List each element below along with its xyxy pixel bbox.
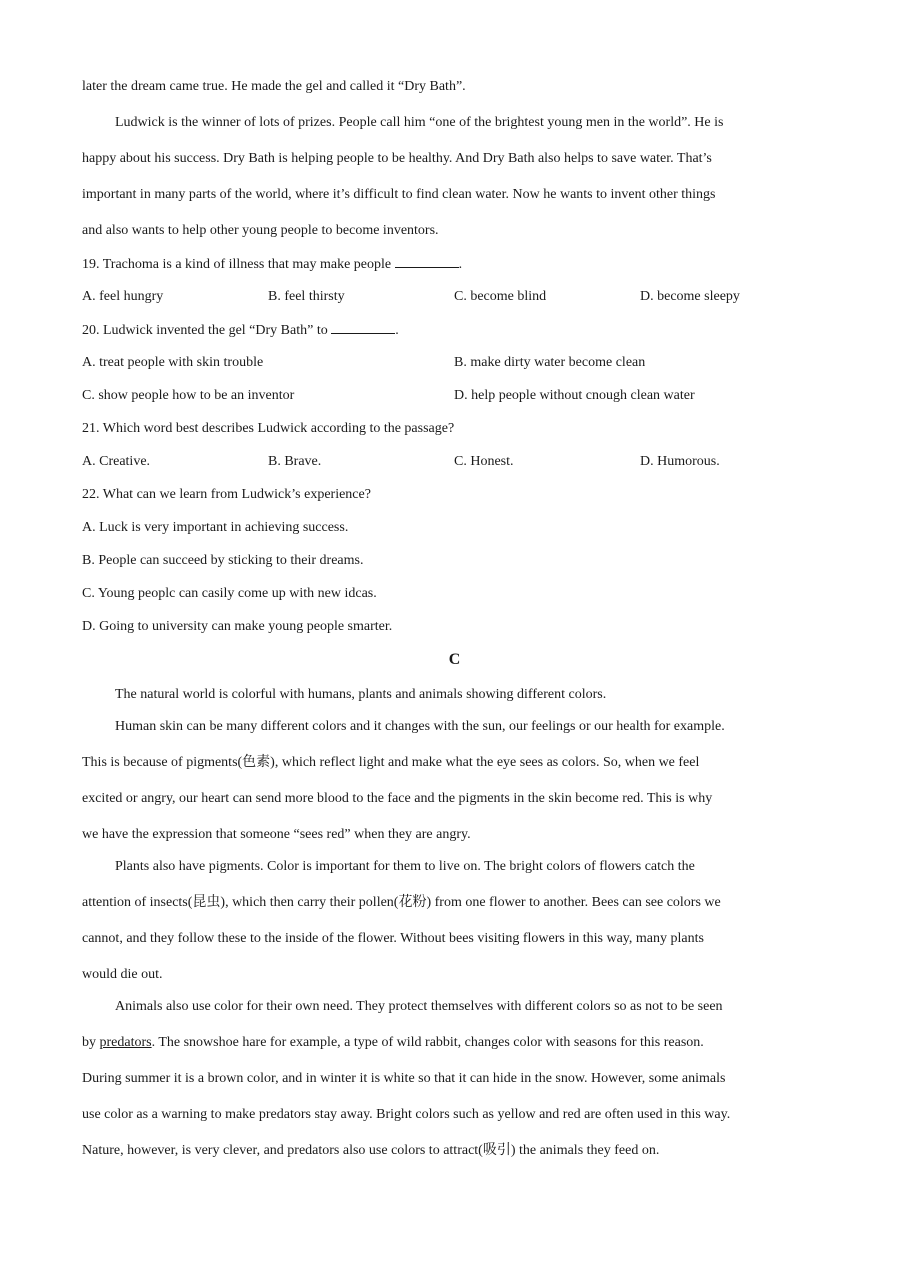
passage-b-line: and also wants to help other young people to become inventors.: [82, 223, 439, 238]
question-end: .: [458, 257, 463, 272]
passage-c-line: This is because of pigments(色素), which reflect light and make what the eye sees as colors. So, when we feel: [82, 755, 700, 770]
question-text: 20. Ludwick invented the gel “Dry Bath” to: [82, 323, 328, 338]
question-20-stem: [82, 319, 827, 352]
question-21-stem: 21. Which word best describes Ludwick according to the passage?: [82, 421, 455, 436]
passage-c-line: attention of insects(昆虫), which then carry their pollen(花粉) from one flower to another. Bees can see colors we: [82, 895, 721, 910]
option-c: C. become blind: [454, 289, 547, 304]
passage-c-line: Animals also use color for their own need. They protect themselves with different colors so as not to be seen: [115, 999, 723, 1014]
passage-c-line: Human skin can be many different colors and it changes with the sun, our feelings or our health for example.: [115, 719, 725, 734]
question-19-stem: [82, 253, 827, 286]
passage-c-line: cannot, and they follow these to the inside of the flower. Without bees visiting flowers in this way, many plants: [82, 931, 704, 946]
passage-b-line: later the dream came true. He made the gel and called it “Dry Bath”.: [82, 79, 466, 94]
underlined-word-predators: predators: [99, 1035, 152, 1050]
passage-c-line: The natural world is colorful with humans, plants and animals showing different colors.: [115, 687, 607, 702]
option-a: A. treat people with skin trouble: [82, 355, 264, 370]
passage-c-line: Nature, however, is very clever, and predators also use colors to attract(吸引) the animals they feed on.: [82, 1143, 660, 1158]
option-d: D. Going to university can make young people smarter.: [82, 619, 393, 634]
option-d: D. become sleepy: [640, 289, 740, 304]
text-fragment: . The snowshoe hare for example, a type of wild rabbit, changes color with seasons for this reason.: [151, 1035, 704, 1050]
question-22-stem: 22. What can we learn from Ludwick’s experience?: [82, 487, 371, 502]
option-d: D. help people without cnough clean water: [454, 388, 695, 403]
passage-c-line: [82, 1032, 827, 1068]
option-b: B. feel thirsty: [268, 289, 345, 304]
question-21-options: [82, 451, 827, 484]
section-title: C: [448, 651, 461, 668]
option-b: B. People can succeed by sticking to their dreams.: [82, 553, 364, 568]
passage-c-line: would die out.: [82, 967, 163, 982]
option-c: C. Young peoplc can casily come up with new idcas.: [82, 586, 377, 601]
passage-b-line: important in many parts of the world, where it’s difficult to find clean water. Now he wants to invent other things: [82, 187, 716, 202]
question-end: .: [395, 323, 399, 338]
question-20-options-row2: [82, 385, 827, 418]
passage-c-line: use color as a warning to make predators stay away. Bright colors such as yellow and red are often used in this way.: [82, 1107, 731, 1122]
passage-b-line: Ludwick is the winner of lots of prizes. People call him “one of the brightest young men in the world”. He is: [115, 115, 724, 130]
option-a: A. feel hungry: [82, 289, 164, 304]
option-c: C. Honest.: [454, 454, 514, 469]
option-a: A. Creative.: [82, 454, 151, 469]
option-d: D. Humorous.: [640, 454, 720, 469]
option-c: C. show people how to be an inventor: [82, 388, 295, 403]
question-20-options-row1: [82, 352, 827, 385]
option-a: A. Luck is very important in achieving success.: [82, 520, 349, 535]
option-b: B. make dirty water become clean: [454, 355, 646, 370]
question-19-options: [82, 286, 827, 319]
passage-b-line: happy about his success. Dry Bath is helping people to be healthy. And Dry Bath also helps to save water. That’s: [82, 151, 712, 166]
answer-blank: [395, 253, 459, 268]
document-content: [82, 76, 827, 1176]
passage-c-line: During summer it is a brown color, and in winter it is white so that it can hide in the snow. However, some animals: [82, 1071, 726, 1086]
answer-blank: [331, 319, 395, 334]
question-text: 19. Trachoma is a kind of illness that may make people: [82, 257, 392, 272]
passage-c-line: Plants also have pigments. Color is important for them to live on. The bright colors of flowers catch the: [115, 859, 695, 874]
option-b: B. Brave.: [268, 454, 322, 469]
text-fragment: by: [82, 1035, 100, 1050]
passage-c-line: we have the expression that someone “sees red” when they are angry.: [82, 827, 471, 842]
passage-c-line: excited or angry, our heart can send more blood to the face and the pigments in the skin become red. This is why: [82, 791, 713, 806]
